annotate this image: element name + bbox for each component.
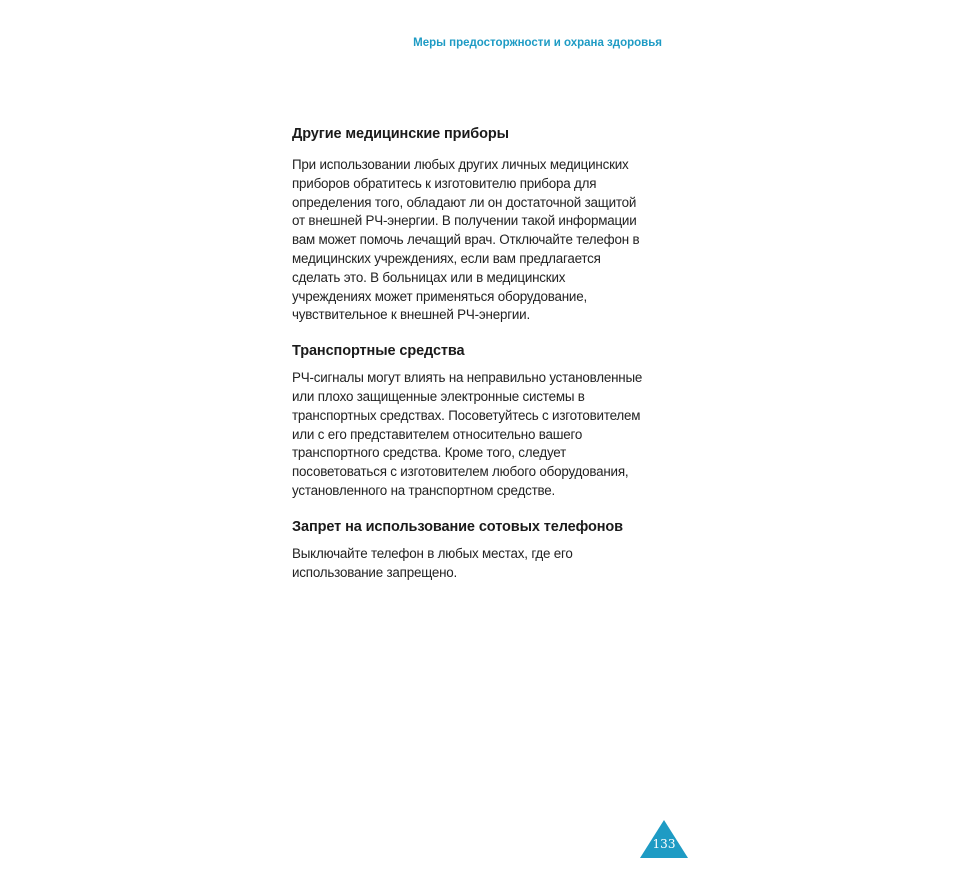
text-line: учреждениях может применяться оборудование,	[292, 288, 587, 304]
section-body-phone-ban	[292, 545, 672, 583]
text-line: сделать это. В больницах или в медицинских	[292, 269, 566, 285]
text-line: от внешней РЧ-энергии. В получении такой информации	[292, 213, 637, 229]
page-number-badge	[640, 820, 688, 858]
section-body-medical-devices	[292, 156, 672, 325]
text-line: транспортных средствах. Посоветуйтесь с изготовителем	[292, 407, 641, 423]
section-title-vehicles: Транспортные средства	[292, 343, 465, 360]
text-line: чувствительное к внешней РЧ-энергии.	[292, 307, 530, 323]
page-content	[292, 126, 672, 582]
text-line: РЧ-сигналы могут влиять на неправильно установленные	[292, 370, 643, 386]
text-line: или плохо защищенные электронные системы в	[292, 388, 585, 404]
text-line: вам может помочь лечащий врач. Отключайте телефон в	[292, 232, 640, 248]
text-line: медицинских учреждениях, если вам предлагается	[292, 250, 601, 266]
text-line: посоветоваться с изготовителем любого оборудования,	[292, 464, 629, 480]
text-line: использование запрещено.	[292, 564, 458, 580]
text-line: При использовании любых других личных медицинских	[292, 157, 629, 172]
text-line: установленного на транспортном средстве.	[292, 482, 556, 498]
text-line: транспортного средства. Кроме того, следует	[292, 445, 567, 461]
page-number: 133	[652, 837, 676, 851]
text-line: определения того, обладают ли он достаточной защитой	[292, 194, 637, 210]
section-body-vehicles	[292, 369, 672, 501]
text-line: Выключайте телефон в любых местах, где его	[292, 545, 573, 561]
section-title-medical-devices: Другие медицинские приборы	[292, 126, 509, 142]
text-line: приборов обратитесь к изготовителю прибора для	[292, 175, 597, 191]
running-header: Меры предосторжности и охрана здоровья	[413, 37, 662, 49]
text-line: или с его представителем относительно вашего	[292, 426, 583, 442]
section-title-phone-ban: Запрет на использование сотовых телефонов	[292, 518, 623, 535]
